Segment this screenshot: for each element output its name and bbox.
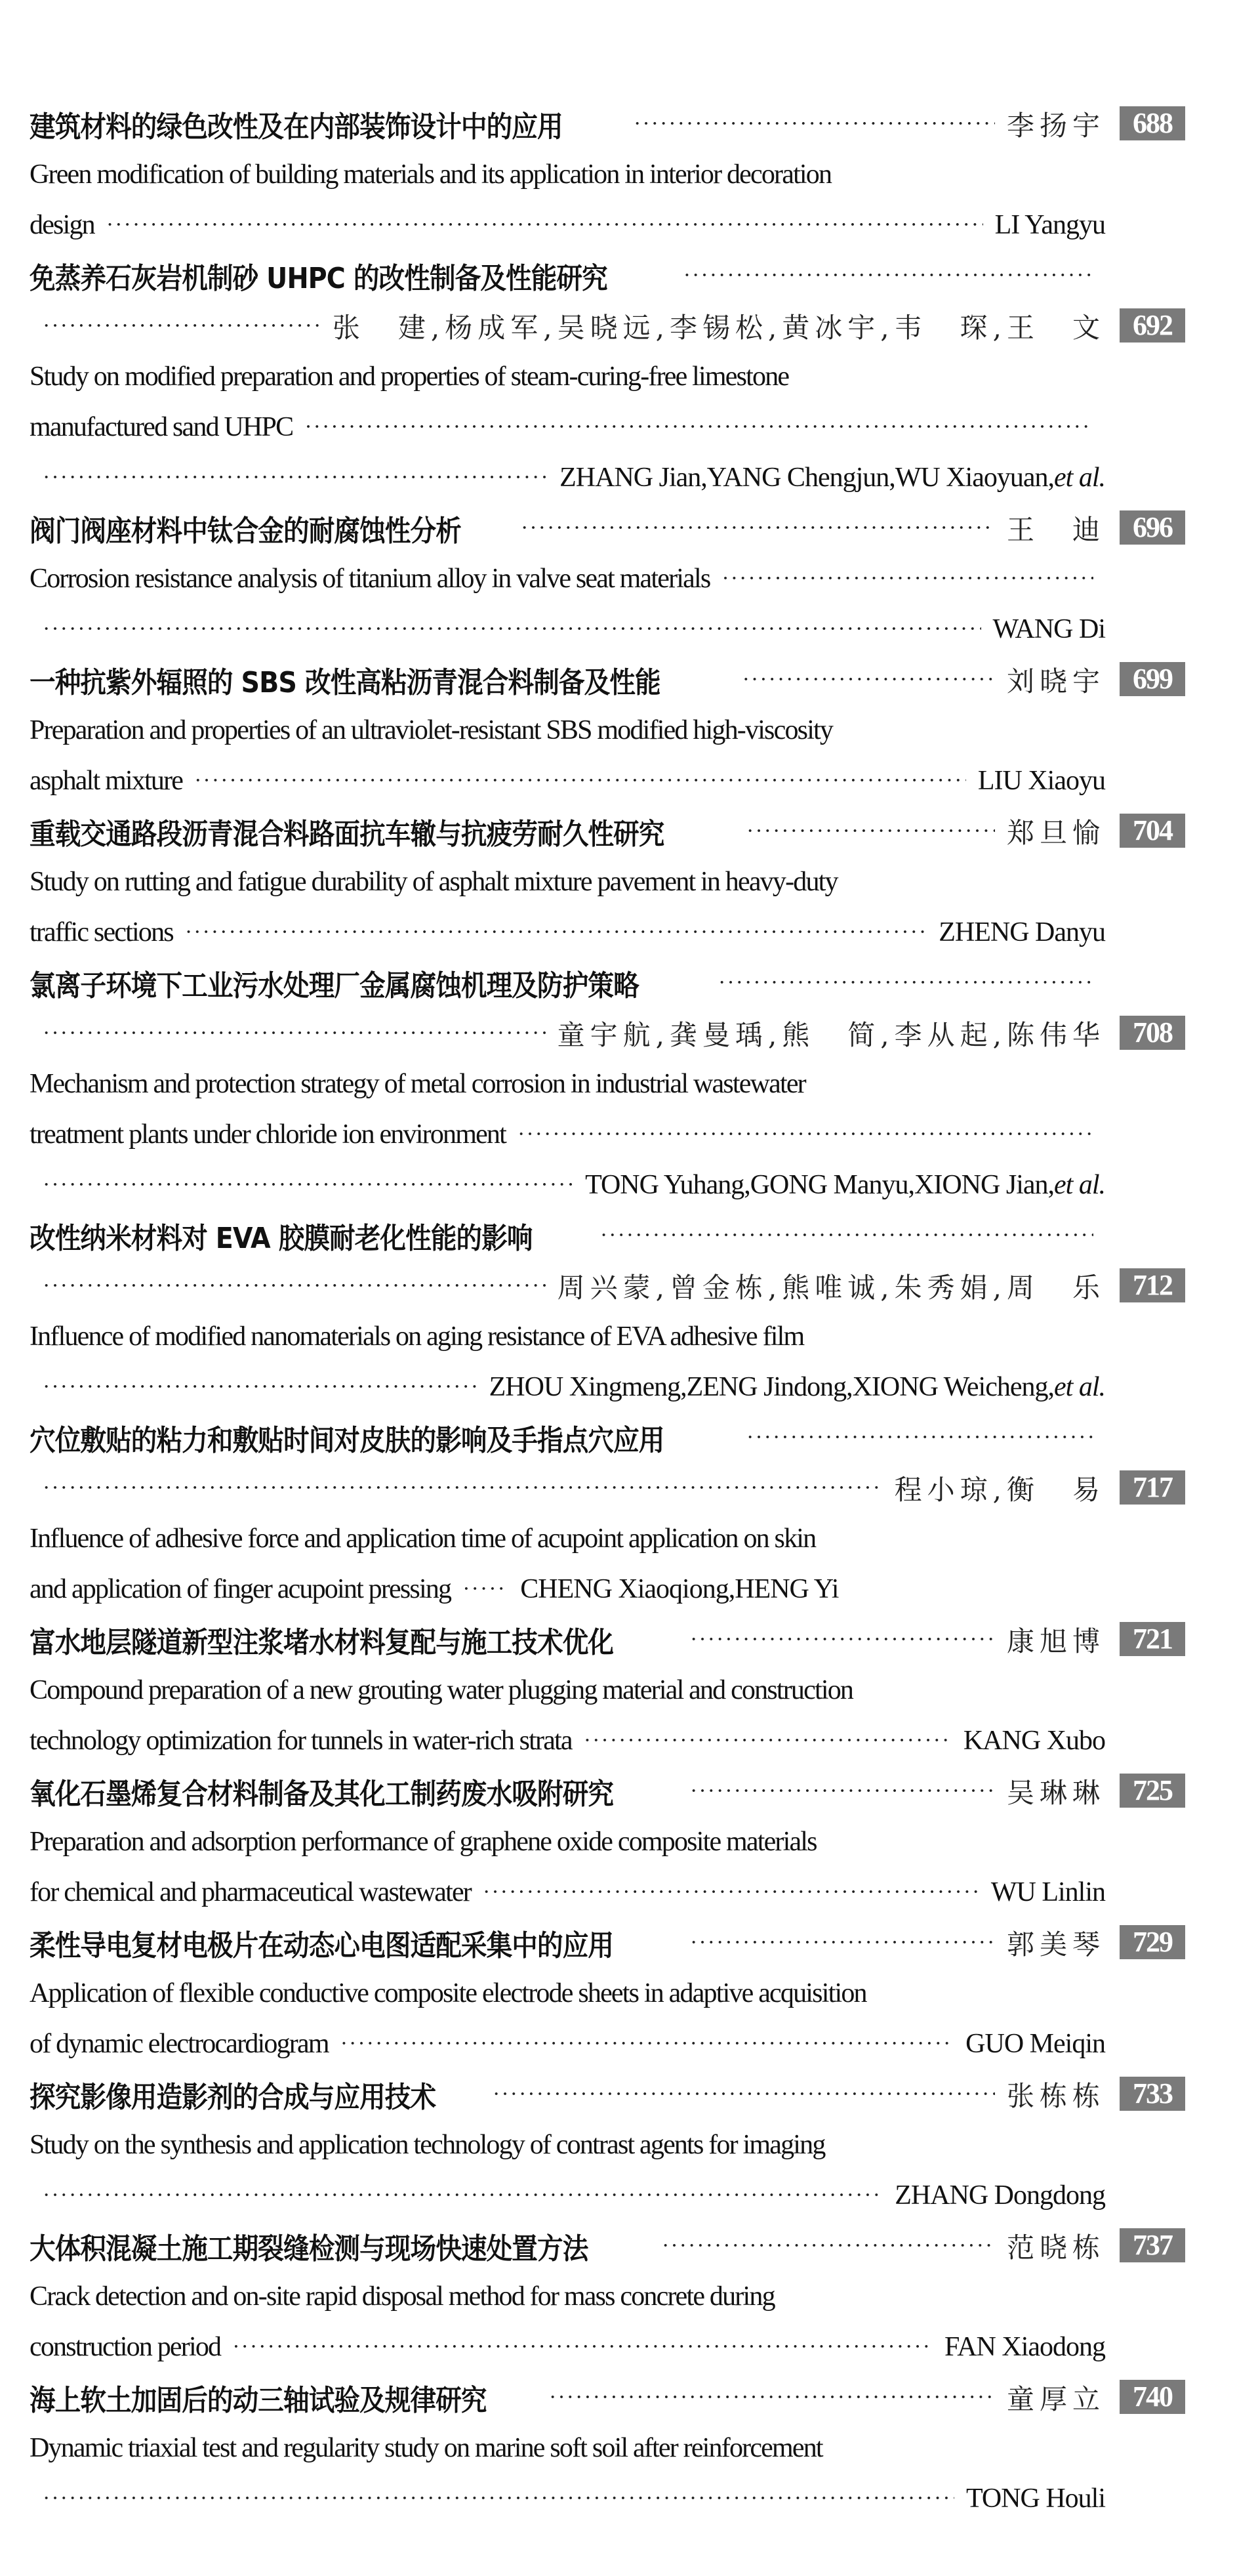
en-title-line — [30, 2119, 1190, 2170]
en-title-line — [30, 2321, 1190, 2372]
en-authors-line — [30, 2473, 1190, 2524]
en-title: technology optimization for tunnels in water-rich strata — [30, 1725, 572, 1756]
leader-dots — [194, 768, 966, 793]
en-title-line — [30, 2422, 1190, 2473]
leader-dots — [43, 1274, 546, 1298]
page-number-badge[interactable]: 688 — [1120, 106, 1185, 140]
toc-entry-zh-line[interactable] — [30, 250, 1190, 301]
page-number-badge[interactable]: 704 — [1120, 814, 1185, 848]
zh-authors-line — [30, 1463, 1190, 1513]
leader-dots — [690, 1930, 995, 1955]
en-title: Study on modified preparation and properties of steam-curing-free limestone — [30, 361, 789, 392]
en-authors: TONG Houli — [965, 2483, 1105, 2514]
en-authors: CHENG Xiaoqiong,HENG Yi — [520, 1573, 839, 1604]
zh-title: 穴位敷贴的粘力和敷贴时间对皮肤的影响及手指点穴应用 — [30, 1423, 664, 1457]
en-authors: WU Linlin — [990, 1877, 1105, 1907]
zh-authors: 范晓栋 — [1006, 2231, 1105, 2264]
en-title-line — [30, 1109, 1190, 1159]
en-title-line — [30, 351, 1190, 402]
en-title-line — [30, 1564, 1190, 1614]
leader-dots — [721, 566, 1093, 591]
leader-dots — [690, 1627, 995, 1652]
en-title: Mechanism and protection strategy of metal corrosion in industrial wastewater — [30, 1068, 805, 1099]
page-number-badge[interactable]: 699 — [1120, 662, 1185, 696]
en-authors-line — [30, 2170, 1190, 2220]
en-title-line — [30, 1058, 1190, 1109]
en-title-line — [30, 1715, 1190, 1766]
zh-authors-line — [30, 301, 1190, 351]
toc-entry-zh-line[interactable] — [30, 1917, 1190, 1968]
en-title-line — [30, 553, 1190, 604]
zh-title: 海上软土加固后的动三轴试验及规律研究 — [30, 2383, 487, 2417]
table-of-contents — [30, 98, 1190, 2524]
en-title-line — [30, 199, 1190, 250]
en-title: Preparation and properties of an ultraviolet-resistant SBS modified high-viscosity — [30, 715, 833, 745]
en-title: traffic sections — [30, 917, 173, 947]
toc-entry-zh-line[interactable] — [30, 957, 1190, 1008]
leader-dots — [493, 2082, 995, 2107]
en-title: Influence of modified nanomaterials on aging resistance of EVA adhesive film — [30, 1321, 804, 1352]
leader-dots — [43, 465, 548, 490]
zh-title: 改性纳米材料对 EVA 胶膜耐老化性能的影响 — [30, 1221, 533, 1255]
en-authors: ZHOU Xingmeng,ZENG Jindong,XIONG Weicheng,et al. — [489, 1371, 1105, 1402]
zh-authors: 刘晓宇 — [1006, 665, 1105, 697]
en-authors: GUO Meiqin — [965, 2028, 1105, 2059]
toc-entry-zh-line[interactable] — [30, 98, 1190, 149]
zh-authors: 童宇航,龚曼瑀,熊 简,李从起,陈伟华 — [557, 1018, 1105, 1051]
en-title-line — [30, 705, 1190, 755]
zh-title: 氯离子环境下工业污水处理厂金属腐蚀机理及防护策略 — [30, 968, 639, 1003]
en-authors: KANG Xubo — [963, 1725, 1105, 1756]
page-number-badge[interactable]: 717 — [1120, 1470, 1185, 1505]
leader-dots — [304, 415, 1093, 440]
zh-authors: 程小琼,衡 易 — [894, 1473, 1105, 1506]
en-title: asphalt mixture — [30, 765, 183, 796]
leader-dots — [43, 1375, 477, 1400]
en-title: of dynamic electrocardiogram — [30, 2028, 329, 2059]
zh-title: 重载交通路段沥青混合料路面抗车辙与抗疲劳耐久性研究 — [30, 817, 664, 851]
zh-authors: 张栋栋 — [1006, 2079, 1105, 2112]
zh-authors: 童厚立 — [1006, 2382, 1105, 2415]
en-title: Green modification of building materials and its application in interior decoration — [30, 159, 832, 190]
zh-title: 阀门阀座材料中钛合金的耐腐蚀性分析 — [30, 514, 461, 548]
leader-dots — [43, 1476, 883, 1501]
en-title: Study on rutting and fatigue durability of asphalt mixture pavement in heavy-duty — [30, 866, 838, 897]
leader-dots — [43, 1173, 573, 1197]
en-title: construction period — [30, 2331, 221, 2362]
leader-dots — [746, 819, 995, 844]
leader-dots — [43, 2183, 883, 2208]
toc-entry-zh-line[interactable] — [30, 806, 1190, 856]
leader-dots — [340, 2031, 954, 2056]
en-title-line — [30, 755, 1190, 806]
en-title: Preparation and adsorption performance of graphene oxide composite materials — [30, 1826, 817, 1857]
leader-dots — [690, 1779, 995, 1804]
en-title-line — [30, 2018, 1190, 2069]
en-title-line — [30, 1665, 1190, 1715]
page-number-badge[interactable]: 721 — [1120, 1622, 1185, 1656]
page-number-badge[interactable]: 712 — [1120, 1268, 1185, 1302]
page-number-badge[interactable]: 729 — [1120, 1925, 1185, 1959]
leader-dots — [232, 2335, 933, 2359]
leader-dots — [43, 617, 981, 642]
zh-authors: 王 迪 — [1006, 513, 1105, 546]
en-title: Study on the synthesis and application technology of contrast agents for imaging — [30, 2129, 825, 2160]
leader-dots — [521, 516, 995, 541]
zh-title: 氧化石墨烯复合材料制备及其化工制药废水吸附研究 — [30, 1777, 614, 1811]
en-title: Application of flexible conductive composite electrode sheets in adaptive acquisition — [30, 1978, 866, 2008]
zh-authors-line — [30, 1008, 1190, 1058]
zh-authors: 张 建,杨成军,吴晓远,李锡松,黄冰宇,韦 琛,王 文 — [332, 311, 1105, 344]
en-authors: LIU Xiaoyu — [977, 765, 1105, 796]
en-authors: TONG Yuhang,GONG Manyu,XIONG Jian,et al. — [585, 1169, 1105, 1200]
en-title: design — [30, 209, 94, 240]
leader-dots — [185, 920, 927, 945]
en-title: Dynamic triaxial test and regularity study on marine soft soil after reinforcement — [30, 2432, 822, 2463]
page-number-badge[interactable]: 696 — [1120, 510, 1185, 545]
en-title-line — [30, 402, 1190, 452]
toc-entry-zh-line[interactable] — [30, 654, 1190, 705]
zh-title: 大体积混凝土施工期裂缝检测与现场快速处置方法 — [30, 2232, 588, 2266]
zh-authors-line — [30, 1260, 1190, 1311]
en-title: and application of finger acupoint pressing — [30, 1573, 451, 1604]
en-title: Corrosion resistance analysis of titanium alloy in valve seat materials — [30, 563, 710, 594]
leader-dots — [718, 970, 1093, 995]
en-title-line — [30, 856, 1190, 907]
leader-dots — [746, 1425, 1093, 1450]
en-title: for chemical and pharmaceutical wastewater — [30, 1877, 471, 1907]
zh-title: 探究影像用造影剂的合成与应用技术 — [30, 2080, 436, 2114]
page-number-badge[interactable]: 692 — [1120, 308, 1185, 343]
leader-dots — [662, 2233, 995, 2258]
en-title: Crack detection and on-site rapid disposal method for mass concrete during — [30, 2281, 775, 2312]
en-title-line — [30, 1513, 1190, 1564]
en-authors: WANG Di — [992, 613, 1105, 644]
en-title: treatment plants under chloride ion environment — [30, 1119, 506, 1150]
en-title-line — [30, 1311, 1190, 1361]
en-authors: ZHENG Danyu — [939, 917, 1105, 947]
leader-dots — [517, 1122, 1093, 1147]
toc-entry-zh-line[interactable] — [30, 1412, 1190, 1463]
en-authors: LI Yangyu — [994, 209, 1105, 240]
page-number-badge[interactable]: 708 — [1120, 1016, 1185, 1050]
toc-entry-zh-line[interactable] — [30, 503, 1190, 553]
leader-dots — [106, 213, 983, 238]
en-title-line — [30, 149, 1190, 199]
leader-dots — [483, 1880, 979, 1905]
en-title: Influence of adhesive force and application time of acupoint application on skin — [30, 1523, 816, 1554]
zh-authors: 郑旦愉 — [1006, 816, 1105, 849]
toc-entry-zh-line[interactable] — [30, 2220, 1190, 2271]
en-authors-line — [30, 452, 1190, 503]
leader-dots — [43, 2486, 954, 2511]
zh-authors: 郭美琴 — [1006, 1928, 1105, 1961]
en-authors: ZHANG Dongdong — [895, 2180, 1105, 2211]
zh-authors: 吴琳琳 — [1006, 1776, 1105, 1809]
page-number-badge[interactable]: 737 — [1120, 2228, 1185, 2262]
leader-dots — [683, 263, 1093, 288]
zh-authors: 李扬宇 — [1006, 109, 1105, 142]
zh-title: 建筑材料的绿色改性及在内部装饰设计中的应用 — [30, 110, 563, 144]
page-number-badge[interactable]: 740 — [1120, 2380, 1185, 2414]
toc-entry-zh-line[interactable] — [30, 1766, 1190, 1816]
en-title: Compound preparation of a new grouting water plugging material and construction — [30, 1674, 853, 1705]
zh-title: 柔性导电复材电极片在动态心电图适配采集中的应用 — [30, 1928, 614, 1963]
zh-authors: 周兴蒙,曾金栋,熊唯诚,朱秀娟,周 乐 — [557, 1271, 1105, 1304]
leader-dots — [600, 1223, 1093, 1248]
en-authors-line — [30, 1361, 1190, 1412]
leader-dots — [549, 2385, 995, 2410]
en-authors: ZHANG Jian,YANG Chengjun,WU Xiaoyuan,et al. — [559, 462, 1105, 493]
en-title: manufactured sand UHPC — [30, 411, 293, 442]
en-authors: FAN Xiaodong — [944, 2331, 1105, 2362]
en-authors-line — [30, 1159, 1190, 1210]
zh-title: 免蒸养石灰岩机制砂 UHPC 的改性制备及性能研究 — [30, 261, 607, 295]
toc-entry-zh-line[interactable] — [30, 1210, 1190, 1260]
en-title-line — [30, 907, 1190, 957]
leader-dots — [462, 1577, 508, 1602]
page-number-badge[interactable]: 733 — [1120, 2077, 1185, 2111]
zh-title: 富水地层隧道新型注浆堵水材料复配与施工技术优化 — [30, 1625, 614, 1659]
en-title-line — [30, 2271, 1190, 2321]
leader-dots — [43, 1021, 546, 1046]
toc-entry-zh-line[interactable] — [30, 2372, 1190, 2422]
en-title-line — [30, 1816, 1190, 1867]
leader-dots — [43, 314, 321, 339]
leader-dots — [634, 112, 995, 136]
leader-dots — [584, 1728, 952, 1753]
leader-dots — [742, 667, 995, 692]
toc-entry-zh-line[interactable] — [30, 2069, 1190, 2119]
en-authors-line — [30, 604, 1190, 654]
toc-entry-zh-line[interactable] — [30, 1614, 1190, 1665]
zh-title: 一种抗紫外辐照的 SBS 改性高粘沥青混合料制备及性能 — [30, 665, 660, 699]
zh-authors: 康旭博 — [1006, 1625, 1105, 1657]
en-title-line — [30, 1867, 1190, 1917]
en-title-line — [30, 1968, 1190, 2018]
page-number-badge[interactable]: 725 — [1120, 1774, 1185, 1808]
